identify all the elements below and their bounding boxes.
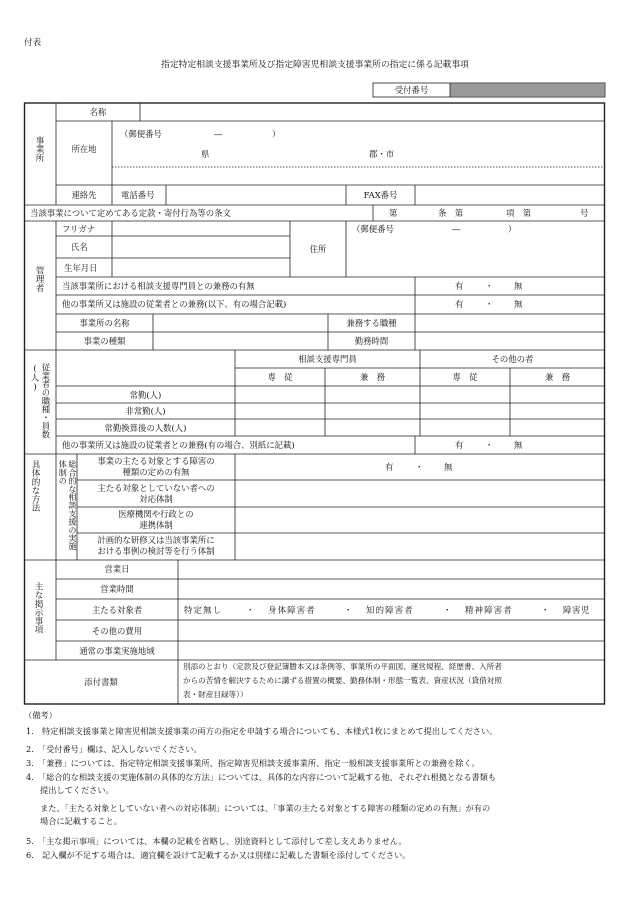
staff-concurrent-no[interactable]: 無	[514, 440, 523, 450]
system-row1-line2: 種類の定めの有無	[122, 467, 190, 477]
business-days-label: 営業日	[104, 564, 130, 574]
system-row2-line1: 主たる対象としていない者への	[97, 483, 215, 493]
note-4-line1: 4. 「総合的な相談支援の実施体制の具体的な方法」については、具体的な内容について記載する他、それぞれ根拠となる書類も	[26, 772, 497, 782]
target-sep-3: ・	[443, 605, 452, 615]
notes-heading: （備考）	[24, 710, 57, 720]
business-hours-label: 営業時間	[100, 584, 134, 594]
system-row2-line2: 対応体制	[139, 494, 173, 504]
target-option-physical[interactable]: 身体障害者	[268, 605, 316, 615]
attachments-line2: からの苦情を解決するために講ずる措置の概要、勤務体制・形態一覧表、資産状況（貸借対照	[183, 676, 502, 685]
system-section-inner-label: 総合的な相談支援の実施体制の	[58, 460, 78, 551]
system-row3-line1: 医療機関や行政との	[118, 509, 194, 519]
office-fax-field[interactable]	[416, 186, 604, 204]
system-row1-dot: ・	[415, 462, 424, 472]
manager-furigana-label: フリガナ	[62, 224, 96, 234]
office-contact-label: 連絡先	[71, 190, 97, 200]
office-section-label: 事業所	[34, 136, 44, 162]
target-option-none[interactable]: 特定無し	[184, 605, 223, 615]
target-option-children[interactable]: 障害児	[563, 605, 590, 615]
note-4-line2: 提出してください。	[40, 785, 114, 795]
form-title: 指定特定相談支援事業所及び指定障害児相談支援事業所の指定に係る記載事項	[161, 60, 469, 70]
office-fax-label: FAX番号	[363, 190, 398, 200]
manager-concurrent1-yes[interactable]: 有	[455, 281, 464, 291]
staff-other-concurrent-label: 他の事業所又は施設の従業者との兼務(有の場合、別紙に記載)	[62, 440, 295, 450]
system-row1-no[interactable]: 無	[444, 462, 453, 472]
concurrent-job-label: 兼務する職種	[346, 318, 397, 328]
staff-fulltime-label: 常勤(人)	[129, 390, 162, 400]
staff-converted-label: 常勤換算後の人数(人)	[104, 423, 187, 433]
manager-concurrent2-no[interactable]: 無	[514, 299, 523, 309]
note-5: 5. 「主な掲示事項」については、本欄の記載を省略し、別途資料として添付して差し支えありません。	[26, 836, 407, 846]
note-6: 6. 記入欄が不足する場合は、適宜欄を設けて記載するか又は別様に記載した書類を添付してください。	[26, 850, 411, 860]
work-hours-label: 勤務時間	[354, 336, 389, 346]
staff-parttime-label: 非常勤(人)	[125, 406, 166, 416]
office-phone-label: 電話番号	[121, 190, 155, 200]
target-label: 主たる対象者	[91, 605, 143, 615]
manager-concurrent2-yes[interactable]: 有	[455, 299, 464, 309]
appendix-label: 付表	[24, 38, 42, 48]
attachments-line3: 表・財産目録等））	[183, 690, 248, 699]
manager-postal-dash: ―	[452, 224, 461, 234]
office-name-label: 名称	[89, 107, 107, 117]
manager-name-label: 氏名	[71, 242, 88, 252]
specialist-concurrent-header: 兼 務	[359, 372, 386, 382]
note-4-line4: 場合に記載すること。	[40, 816, 122, 826]
service-area-label: 通常の事業実施地域	[79, 646, 155, 656]
target-sep-4: ・	[541, 605, 550, 615]
note-2: 2. 「受付番号」欄は、記入しないでください。	[26, 744, 202, 754]
manager-concurrent-other: 他の事業所又は施設の従業者との兼務(以下、有の場合記載)	[62, 299, 287, 309]
staff-others-header: その他の者	[491, 354, 534, 364]
attachments-line1: 別添のとおり（定款及び登記簿謄本又は条例等、事業所の平面図、運営規程、経歴書、入所者	[183, 662, 502, 671]
system-row1-yes[interactable]: 有	[385, 462, 394, 472]
manager-address-label: 住所	[309, 244, 327, 254]
target-option-mental[interactable]: 精神障害者	[465, 605, 513, 615]
manager-concurrent1-dot: ・	[485, 281, 494, 291]
note-1: 1. 特定相談支援事業と障害児相談支援事業の両方の指定を申請する場合についても、本様式1枚にまとめて提出してください。	[26, 726, 498, 736]
attachments-label: 添付書類	[84, 677, 118, 687]
manager-postal-close: ）	[508, 224, 517, 234]
note-4-line3: また、「主たる対象としていない者への対応体制」については、「事業の主たる対象とする障害の種類の定めの有無」が有の	[40, 803, 491, 813]
office-postal-dash: ―	[214, 129, 223, 139]
others-fullduty-header: 専 従	[452, 372, 478, 382]
office-prefecture: 県	[201, 149, 210, 159]
manager-concurrent1-no[interactable]: 無	[514, 281, 523, 291]
office-location-label: 所在地	[71, 144, 97, 154]
articles-gou: 号	[580, 208, 589, 218]
staff-section-label: 従業者の職種・員数(人)	[30, 363, 51, 439]
staff-specialist-header: 相談支援専門員	[298, 354, 357, 364]
office-postal-close: ）	[272, 129, 281, 139]
manager-birth-label: 生年月日	[64, 263, 98, 273]
articles-label: 当該事業について定めてある定款・寄付行為等の条文	[30, 208, 231, 218]
target-option-intellectual[interactable]: 知的障害者	[366, 605, 414, 615]
note-3: 3. 「兼務」については、指定特定相談支援事業所、指定障害児相談支援事業所、指定一般相談支援事業所との兼務を除く。	[26, 758, 480, 768]
system-row3-line2: 連携体制	[139, 520, 173, 530]
articles-jou: 条 第	[438, 208, 464, 218]
office-postal-label: （郵便番号	[120, 129, 162, 139]
manager-concurrent2-dot: ・	[485, 299, 494, 309]
other-costs-label: その他の費用	[91, 626, 143, 636]
staff-concurrent-dot: ・	[485, 440, 494, 450]
office-city: 郡・市	[369, 149, 395, 159]
specialist-fullduty-header: 専 従	[267, 372, 293, 382]
articles-kou: 項 第	[506, 208, 532, 218]
receipt-label: 受付番号	[394, 85, 429, 95]
manager-section-label: 管理者	[34, 266, 44, 292]
system-section-outer-label: 具体的な方法	[30, 460, 40, 512]
items-section-label: 主な掲示事項	[33, 582, 43, 634]
manager-postal-label: （郵便番号	[352, 224, 394, 234]
target-sep-2: ・	[344, 605, 353, 615]
office-name-field[interactable]	[141, 104, 603, 120]
other-office-name-label: 事業所の名称	[79, 318, 130, 328]
others-concurrent-header: 兼 務	[544, 372, 571, 382]
office-phone-field[interactable]	[167, 186, 345, 204]
system-row4-line2: おける事例の検討等を行う体制	[97, 546, 215, 556]
target-sep-1: ・	[246, 605, 255, 615]
other-office-type-label: 事業の種類	[83, 336, 126, 346]
articles-dai: 第	[389, 208, 398, 218]
manager-concurrent-specialist: 当該事業所における相談支援専門員との兼務の有無	[62, 281, 255, 291]
receipt-number-field	[451, 84, 604, 96]
system-row1-line1: 事業の主たる対象とする障害の	[97, 456, 215, 466]
system-row4-line1: 計画的な研修又は当該事業所に	[97, 535, 215, 545]
staff-concurrent-yes[interactable]: 有	[455, 440, 464, 450]
